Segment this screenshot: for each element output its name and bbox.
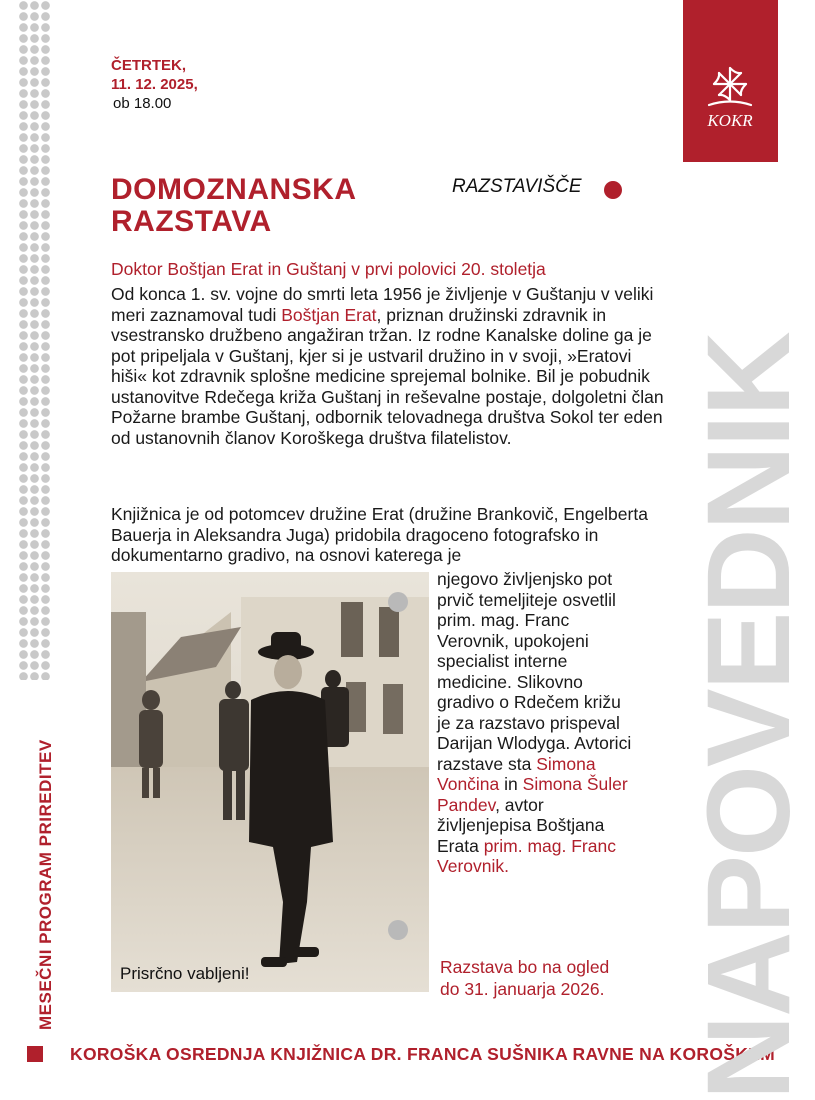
event-time: ob 18.00 bbox=[113, 95, 172, 112]
col-text-b: in bbox=[499, 774, 523, 794]
highlight-verovnik: prim. mag. Franc Verovnik. bbox=[437, 835, 616, 876]
footer-square-marker bbox=[27, 1046, 43, 1062]
venue-dot-icon bbox=[604, 181, 622, 199]
highlight-author-voncina: Simona Vončina bbox=[437, 753, 596, 794]
welcome-text: Prisrčno vabljeni! bbox=[120, 964, 250, 983]
title-line-2: RAZSTAVA bbox=[111, 205, 272, 238]
p1-text-a: Od konca 1. sv. vojne do smrti leta 1956 je življenje v Guštanju v veliki meri zaznamoval tudi bbox=[111, 284, 654, 325]
exhibition-subtitle: Doktor Boštjan Erat in Guštanj v prvi polovici 20. stoletja bbox=[111, 259, 546, 279]
venue-label: RAZSTAVIŠČE bbox=[452, 176, 582, 197]
paragraph-biography bbox=[111, 284, 671, 448]
monthly-program-label: MESEČNI PROGRAM PRIREDITEV bbox=[36, 739, 55, 1030]
event-date-block bbox=[111, 56, 198, 113]
event-date: 11. 12. 2025, bbox=[111, 76, 198, 93]
logo-text: KOKR bbox=[707, 111, 753, 130]
closing-line-1: Razstava bo na ogled bbox=[440, 957, 610, 977]
library-footer: KOROŠKA OSREDNJA KNJIŽNICA DR. FRANCA SUŠNIKA RAVNE NA KOROŠKEM bbox=[70, 1044, 775, 1064]
highlight-author-suler-pandev: Simona Šuler Pandev bbox=[437, 774, 628, 815]
col-text-c: , avtor življenjepisa Boštjana Erata bbox=[437, 794, 605, 856]
col-text-a: njegovo življenjsko pot prvič temeljiteje osvetlil prim. mag. Franc Verovnik, upokojeni specialist interne medicine. Slikovno gradivo o Rdečem križu je za razstavo prispeval Darijan Wlodyga. Avtorici razstave sta bbox=[437, 569, 632, 774]
decorative-dot-pattern bbox=[18, 0, 52, 680]
highlight-bostjan-erat: Boštjan Erat bbox=[281, 304, 377, 325]
exhibition-dates bbox=[440, 956, 609, 1000]
title-line-1: DOMOZNANSKA bbox=[111, 173, 357, 206]
kokr-logo bbox=[695, 60, 765, 140]
historic-street-photo bbox=[111, 572, 429, 992]
event-day: ČETRTEK, bbox=[111, 57, 186, 74]
paragraph-library: Knjižnica je od potomcev družine Erat (družine Brankovič, Engelberta Bauerja in Aleksandra Juga) pridobila dragoceno fotografsko in dokumentarno gradivo, na osnovi katerega je bbox=[111, 504, 648, 565]
closing-line-2: do 31. januarja 2026. bbox=[440, 979, 605, 999]
text-column-right bbox=[437, 569, 637, 877]
napovednik-side-word: NAPOVEDNIK bbox=[683, 333, 815, 1100]
event-title bbox=[111, 174, 357, 238]
p1-text-b: , priznan družinski zdravnik in vsestransko družbeno angažiran tržan. Iz rodne Kanalske doline ga je pot pripeljala v Guštanj, kjer si je ustvaril družino in v svoji, »Eratovi hiši« kot zdravnik splošne medicine sprejemal bolnike. Bil je pobudnik ustanovitve Rdečega križa Guštanj in reševalne postaje, dolgoletni član Požarne brambe Guštanj, odbornik telovadnega društva Sokol ter eden od ustanovnih članov Koroškega društva filatelistov. bbox=[111, 304, 664, 448]
